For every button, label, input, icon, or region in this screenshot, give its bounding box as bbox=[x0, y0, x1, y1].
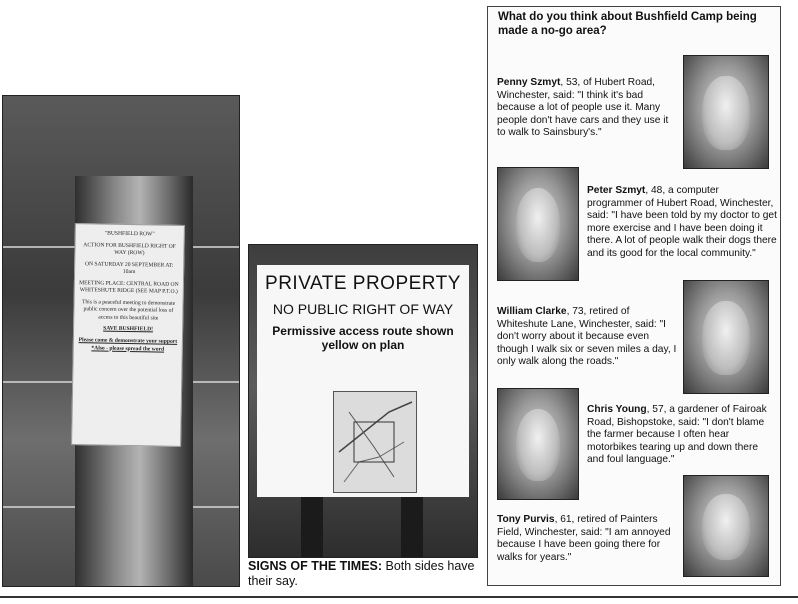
vox-pop-entry bbox=[587, 404, 777, 467]
photo-caption bbox=[248, 559, 478, 589]
entry-name: Penny Szmyt bbox=[497, 77, 561, 88]
notice-line: Please come & demonstrate your support *Also - please spread the word bbox=[78, 337, 178, 353]
notice-line: SAVE BUSHFIELD! bbox=[103, 326, 154, 333]
vox-pop-entry bbox=[497, 306, 677, 369]
fence-post-photo bbox=[2, 95, 240, 587]
private-property-sign bbox=[257, 265, 469, 497]
notice-line: ACTION FOR BUSHFIELD RIGHT OF WAY (ROW) bbox=[83, 241, 176, 257]
sign-line-3: Permissive access route shown yellow on plan bbox=[272, 324, 454, 352]
portrait-photo bbox=[683, 280, 769, 394]
vox-pop-entry bbox=[497, 77, 677, 140]
notice-line: ON SATURDAY 20 SEPTEMBER AT: 10am bbox=[84, 260, 174, 276]
entry-name: Tony Purvis bbox=[497, 514, 555, 525]
entry-text: , 48, a computer programmer of Hubert Road, Winchester, said: "I have been told by my doctor to get more exercise and I have been doing it there. A lot of people walk their dogs there and its good for the local community." bbox=[587, 185, 777, 259]
entry-text: , 57, a gardener of Fairoak Road, Bishopstoke, said: "I don't blame the farmer because I often hear motorbikes tearing up and down there and foul language." bbox=[587, 404, 767, 466]
vox-pop-entry bbox=[587, 185, 777, 261]
entry-name: Peter Szmyt bbox=[587, 185, 646, 196]
portrait-photo bbox=[497, 167, 579, 281]
sign-line-1: PRIVATE PROPERTY bbox=[265, 273, 461, 294]
entry-text: , 73, retired of Whiteshute Lane, Winchester, said: "I don't worry about it because even though I walk six or seven miles a day, I only walk along the roads." bbox=[497, 306, 677, 368]
route-plan-map bbox=[333, 391, 417, 493]
portrait-photo bbox=[683, 55, 769, 169]
entry-name: William Clarke bbox=[497, 306, 567, 317]
protest-notice bbox=[71, 223, 185, 447]
vox-pop-entry bbox=[497, 514, 677, 564]
portrait-photo bbox=[497, 388, 579, 500]
portrait-photo bbox=[683, 475, 769, 577]
sign-post bbox=[401, 497, 423, 557]
notice-line: MEETING PLACE: CENTRAL ROAD ON WHITESHUTE RIDGE (SEE MAP P.T.O.) bbox=[79, 279, 179, 296]
entry-name: Chris Young bbox=[587, 404, 647, 415]
notice-line: This is a peaceful meeting to demonstrate public concern over the potential loss of access to this beautiful site bbox=[81, 299, 176, 322]
entry-text: , 61, retired of Painters Field, Winchester, said: "I am annoyed because I have been going there for walks for years." bbox=[497, 514, 671, 563]
private-property-sign-photo bbox=[248, 244, 478, 558]
sign-post bbox=[301, 497, 323, 557]
notice-line: "BUSHFIELD ROW" bbox=[104, 230, 155, 238]
sign-line-2: NO PUBLIC RIGHT OF WAY bbox=[272, 301, 454, 317]
caption-text: Both sides have their say. bbox=[248, 559, 475, 588]
vox-pop-question: What do you think about Bushfield Camp being made a no-go area? bbox=[498, 11, 757, 37]
caption-lead: SIGNS OF THE TIMES: bbox=[248, 559, 383, 573]
page-rule bbox=[0, 596, 798, 598]
entry-text: , 53, of Hubert Road, Winchester, said: "I think it's bad because a lot of people use it. Many people don't have cars and they use it to walk to Sainsbury's." bbox=[497, 77, 669, 139]
